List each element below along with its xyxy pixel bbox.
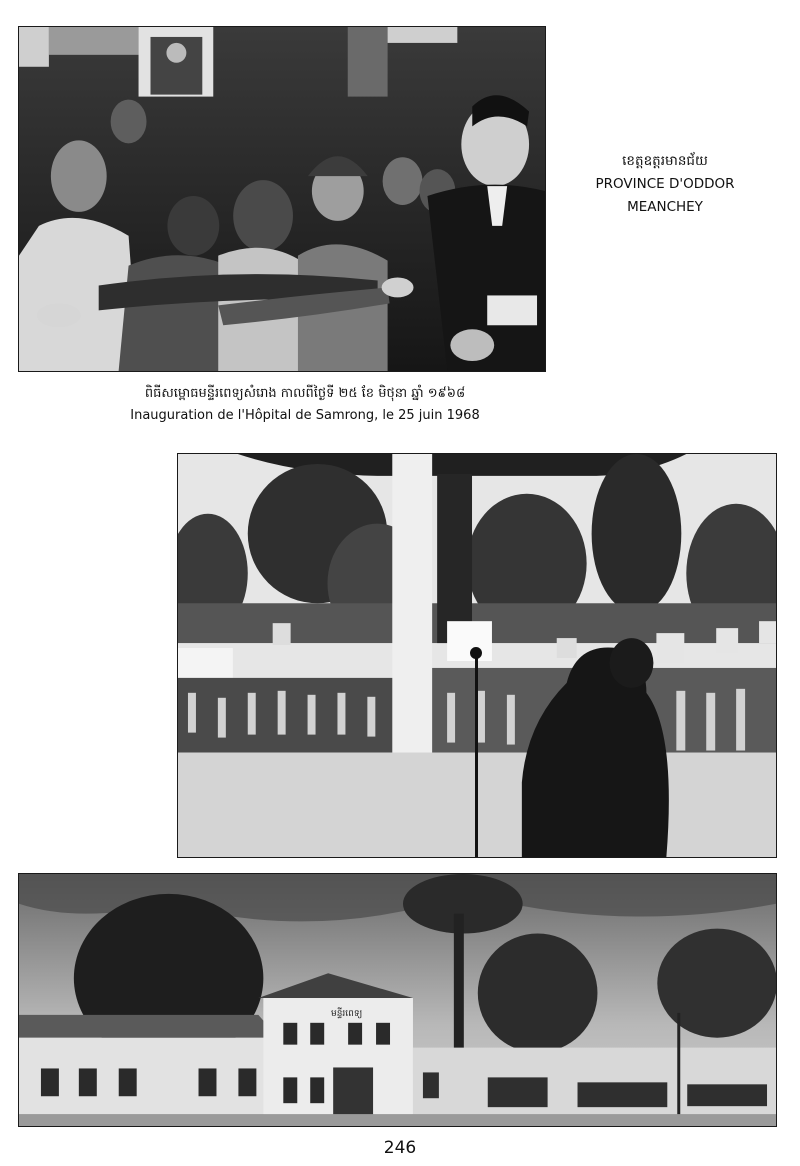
- province-name-line-2: MEANCHEY: [627, 199, 703, 215]
- caption-french: Inauguration de l'Hôpital de Samrong, le 25 juin 1968: [130, 408, 480, 423]
- photo-hospital-building: [18, 873, 777, 1127]
- photo-speech-ceremony: [177, 453, 777, 858]
- page-number: 246: [383, 1138, 417, 1158]
- caption-khmer: ពិធីសម្ពោធមន្ទីរពេទ្យសំរោង កាលពីថ្ងៃទី ២៥ ខែ មិថុនា ឆ្នាំ ១៩៦៨: [144, 386, 466, 401]
- hospital-sign: មន្ទីរពេទ្យ: [331, 1009, 363, 1019]
- province-caption: [560, 150, 770, 219]
- photo-crowd-handshake: [18, 26, 546, 372]
- photo-caption: [80, 383, 530, 427]
- province-name-line-1: PROVINCE D'ODDOR: [595, 176, 735, 192]
- province-name-khmer: ខេត្តឧត្តរមានជ័យ: [622, 153, 708, 169]
